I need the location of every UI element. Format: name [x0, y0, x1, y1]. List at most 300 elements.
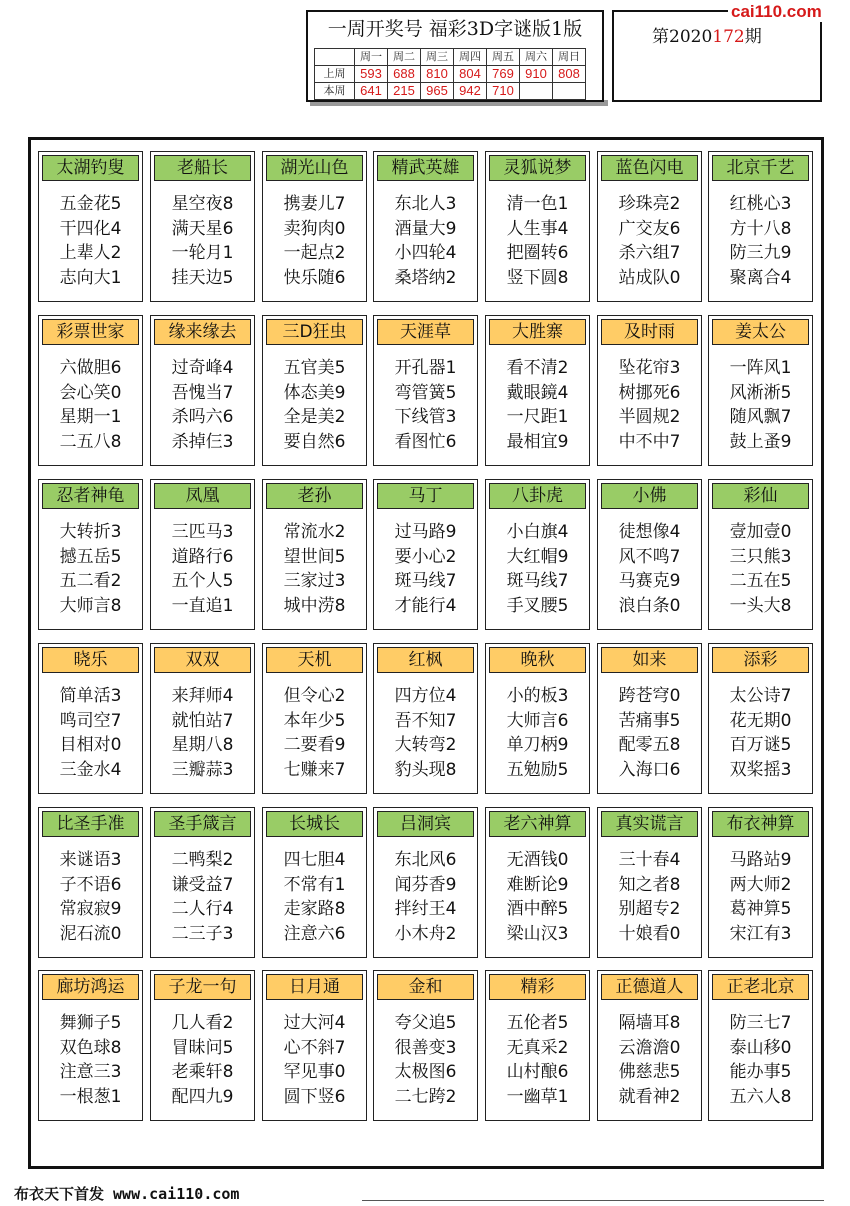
riddle-cell	[262, 643, 367, 794]
draw-number: 810	[421, 66, 454, 83]
riddle-line: 志向大1	[59, 267, 122, 288]
riddle-line: 广交友6	[618, 218, 681, 239]
riddle-line: 中不中7	[618, 431, 681, 452]
footer-credit: 布衣天下首发 www.cai110.com	[14, 1185, 240, 1203]
last-week-row	[315, 66, 586, 83]
author-name: 蓝色闪电	[601, 155, 698, 181]
author-name: 老船长	[154, 155, 251, 181]
riddle-line: 星期一1	[59, 407, 122, 427]
riddle-cell	[262, 315, 367, 466]
author-name: 双双	[154, 647, 251, 673]
riddle-cell	[708, 151, 813, 302]
riddle-line: 弯管簧5	[394, 382, 457, 403]
riddle-lines	[709, 1011, 812, 1109]
day-label: 周日	[553, 49, 586, 66]
author-name: 太湖钓叟	[42, 155, 139, 181]
riddle-line: 过马路9	[394, 522, 457, 542]
author-name: 老孙	[266, 483, 363, 509]
riddle-line: 二七跨2	[394, 1086, 457, 1107]
riddle-line: 东北人3	[394, 194, 457, 214]
riddle-lines	[709, 192, 812, 290]
riddle-lines	[709, 520, 812, 618]
riddle-line: 上辈人2	[59, 243, 122, 263]
draw-number: 593	[355, 66, 388, 83]
riddle-line: 五勉励5	[506, 759, 569, 780]
riddle-line: 卖狗肉0	[283, 218, 346, 239]
author-name: 精武英雄	[377, 155, 474, 181]
day-label: 周五	[487, 49, 520, 66]
day-label: 周四	[454, 49, 487, 66]
riddle-line: 苦痛事5	[618, 710, 681, 731]
riddle-line: 一头大8	[729, 595, 792, 616]
riddle-line: 但令心2	[283, 686, 346, 706]
riddle-line: 撼五岳5	[59, 546, 122, 567]
riddle-line: 二要看9	[283, 735, 346, 755]
riddle-line: 马赛克9	[618, 571, 681, 591]
riddle-line: 夸父追5	[394, 1013, 457, 1033]
riddle-cell	[150, 315, 255, 466]
riddle-line: 七赚来7	[283, 759, 346, 780]
riddle-line: 东北风6	[394, 850, 457, 870]
riddle-line: 来谜语3	[59, 850, 122, 870]
riddle-line: 城中涝8	[283, 595, 346, 616]
riddle-line: 五官美5	[283, 358, 346, 378]
riddle-line: 小的板3	[506, 686, 569, 706]
riddle-lines	[374, 520, 477, 618]
riddle-line: 徒想像4	[618, 522, 681, 542]
riddle-line: 二人行4	[171, 899, 234, 919]
author-name: 三D狂虫	[266, 319, 363, 345]
riddle-line: 走家路8	[283, 899, 346, 919]
riddle-line: 体态美9	[283, 382, 346, 403]
riddle-line: 坠花帘3	[618, 358, 681, 378]
riddle-line: 常寂寂9	[59, 899, 122, 919]
riddle-line: 注意六6	[283, 923, 346, 944]
riddle-cell	[708, 807, 813, 958]
riddle-line: 望世间5	[283, 546, 346, 567]
riddle-line: 携妻儿7	[283, 194, 346, 214]
riddle-line: 四七胆4	[283, 850, 346, 870]
draw-number: 808	[553, 66, 586, 83]
riddle-line: 不常有1	[283, 874, 346, 895]
riddle-lines	[374, 848, 477, 946]
riddle-line: 聚离合4	[729, 267, 792, 288]
riddle-line: 圆下竖6	[283, 1086, 346, 1107]
author-name: 老六神算	[489, 811, 586, 837]
riddle-line: 全是美2	[283, 407, 346, 427]
weekly-draw-panel	[306, 10, 604, 102]
riddle-line: 开孔器1	[394, 358, 457, 378]
riddle-line: 葛神算5	[729, 899, 792, 919]
riddle-line: 看图忙6	[394, 431, 457, 452]
author-name: 湖光山色	[266, 155, 363, 181]
riddle-cell	[485, 643, 590, 794]
riddle-lines	[39, 192, 142, 290]
riddle-line: 大转折3	[59, 522, 122, 542]
riddle-line: 大转弯2	[394, 735, 457, 755]
riddle-line: 知之者8	[618, 874, 681, 895]
riddle-cell	[150, 643, 255, 794]
riddle-line: 一幽草1	[506, 1086, 569, 1107]
author-name: 晓乐	[42, 647, 139, 673]
riddle-line: 大师言6	[506, 710, 569, 731]
draw-number: 710	[487, 83, 520, 100]
author-name: 天涯草	[377, 319, 474, 345]
author-name: 彩仙	[712, 483, 809, 509]
riddle-cell	[485, 151, 590, 302]
riddle-line: 二五在5	[729, 571, 792, 591]
riddle-line: 看不清2	[506, 358, 569, 378]
author-name: 北京千艺	[712, 155, 809, 181]
riddle-line: 方十八8	[729, 218, 792, 239]
author-name: 彩票世家	[42, 319, 139, 345]
author-name: 比圣手准	[42, 811, 139, 837]
day-label: 周二	[388, 49, 421, 66]
riddle-line: 就看神2	[618, 1086, 681, 1107]
riddle-line: 目相对0	[59, 735, 122, 755]
riddle-line: 竖下圆8	[506, 267, 569, 288]
riddle-line: 星空夜8	[171, 194, 234, 214]
draw-number	[520, 83, 553, 100]
author-name: 马丁	[377, 483, 474, 509]
riddle-line: 常流水2	[283, 522, 346, 542]
riddle-line: 二鸭梨2	[171, 850, 234, 870]
riddle-cell	[150, 807, 255, 958]
author-name: 忍者神龟	[42, 483, 139, 509]
riddle-lines	[486, 848, 589, 946]
riddle-line: 五伦者5	[506, 1013, 569, 1033]
riddle-line: 酒量大9	[394, 218, 457, 239]
riddle-line: 才能行4	[394, 595, 457, 616]
riddle-lines	[263, 1011, 366, 1109]
riddle-line: 老乘轩8	[171, 1062, 234, 1082]
riddle-line: 吾不知7	[394, 710, 457, 731]
riddle-line: 三瓣蒜3	[171, 759, 234, 780]
riddle-line: 单刀柄9	[506, 735, 569, 755]
day-label: 周六	[520, 49, 553, 66]
riddle-line: 桑塔纳2	[394, 267, 457, 288]
riddle-cell	[262, 479, 367, 630]
riddle-cell	[373, 643, 478, 794]
riddle-line: 人生事4	[506, 218, 569, 239]
author-name: 真实谎言	[601, 811, 698, 837]
riddle-lines	[486, 684, 589, 782]
author-name: 如来	[601, 647, 698, 673]
riddle-line: 谦受益7	[171, 874, 234, 895]
author-name: 廊坊鸿运	[42, 974, 139, 1000]
riddle-line: 一起点2	[283, 243, 346, 263]
riddle-line: 三金水4	[59, 759, 122, 780]
riddle-line: 太公诗7	[729, 686, 792, 706]
riddle-lines	[486, 520, 589, 618]
riddle-line: 下线管3	[394, 407, 457, 427]
riddle-line: 五个人5	[171, 571, 234, 591]
riddle-line: 三匹马3	[171, 522, 234, 542]
riddle-line: 满天星6	[171, 218, 234, 239]
riddle-line: 酒中醉5	[506, 899, 569, 919]
riddle-line: 一轮月1	[171, 243, 234, 263]
riddle-line: 把圈转6	[506, 243, 569, 263]
riddle-line: 隔墙耳8	[618, 1013, 681, 1033]
riddle-lines	[39, 1011, 142, 1109]
issue-suffix: 期	[744, 27, 762, 47]
riddle-lines	[374, 192, 477, 290]
riddle-lines	[151, 520, 254, 618]
riddle-cell	[262, 807, 367, 958]
riddle-line: 六做胆6	[59, 358, 122, 378]
author-name: 精彩	[489, 974, 586, 1000]
draw-number: 910	[520, 66, 553, 83]
riddle-line: 五二看2	[59, 571, 122, 591]
last-week-label: 上周	[315, 66, 355, 83]
author-name: 添彩	[712, 647, 809, 673]
riddle-lines	[39, 848, 142, 946]
riddle-line: 要小心2	[394, 546, 457, 567]
riddle-line: 泰山移0	[729, 1037, 792, 1058]
riddle-cell	[708, 479, 813, 630]
riddle-line: 宋江有3	[729, 923, 792, 944]
riddle-line: 无真采2	[506, 1037, 569, 1058]
riddle-line: 两大师2	[729, 874, 792, 895]
riddle-line: 五金花5	[59, 194, 122, 214]
riddle-line: 双桨摇3	[729, 759, 792, 780]
riddle-line: 手叉腰5	[506, 595, 569, 616]
riddle-cell	[597, 151, 702, 302]
riddle-cell	[262, 151, 367, 302]
riddle-line: 戴眼鏡4	[506, 382, 569, 403]
riddle-line: 斑马线7	[394, 571, 457, 591]
riddle-cell	[38, 970, 143, 1121]
author-name: 正德道人	[601, 974, 698, 1000]
author-name: 缘来缘去	[154, 319, 251, 345]
riddle-line: 三家过3	[283, 571, 346, 591]
riddle-lines	[39, 356, 142, 454]
riddle-line: 三只熊3	[729, 546, 792, 567]
riddle-lines	[151, 1011, 254, 1109]
riddle-line: 星期八8	[171, 735, 234, 755]
riddle-line: 随风飘7	[729, 407, 792, 427]
riddle-cell	[597, 970, 702, 1121]
riddle-line: 简单活3	[59, 686, 122, 706]
site-logo: cai110.com	[728, 2, 825, 22]
author-name: 灵狐说梦	[489, 155, 586, 181]
issue-prefix: 第2020	[652, 27, 713, 47]
draw-number: 965	[421, 83, 454, 100]
riddle-line: 难断论9	[506, 874, 569, 895]
author-name: 金和	[377, 974, 474, 1000]
riddle-line: 配四九9	[171, 1086, 234, 1107]
riddle-line: 心不斜7	[283, 1037, 346, 1058]
riddle-line: 小木舟2	[394, 923, 457, 944]
riddle-line: 来拜师4	[171, 686, 234, 706]
riddle-lines	[374, 684, 477, 782]
author-name: 子龙一句	[154, 974, 251, 1000]
riddle-line: 防三九9	[729, 243, 792, 263]
riddle-line: 能办事5	[729, 1062, 792, 1082]
riddle-line: 入海口6	[618, 759, 681, 780]
riddle-grid	[28, 137, 824, 1169]
riddle-line: 罕见事0	[283, 1062, 346, 1082]
riddle-line: 风淅淅5	[729, 382, 792, 403]
riddle-lines	[709, 684, 812, 782]
riddle-line: 马路站9	[729, 850, 792, 870]
riddle-line: 要自然6	[283, 431, 346, 452]
riddle-line: 杀六组7	[618, 243, 681, 263]
riddle-line: 过奇峰4	[171, 358, 234, 378]
riddle-cell	[38, 151, 143, 302]
riddle-line: 花无期0	[729, 710, 792, 731]
issue-panel	[612, 10, 822, 102]
draw-number	[553, 83, 586, 100]
riddle-cell	[38, 479, 143, 630]
riddle-line: 大师言8	[59, 595, 122, 616]
riddle-line: 就怕站7	[171, 710, 234, 731]
author-name: 姜太公	[712, 319, 809, 345]
riddle-lines	[39, 520, 142, 618]
riddle-cell	[708, 315, 813, 466]
riddle-lines	[598, 1011, 701, 1109]
riddle-line: 杀吗六6	[171, 407, 234, 427]
draw-number: 688	[388, 66, 421, 83]
riddle-cell	[373, 807, 478, 958]
riddle-line: 树挪死6	[618, 382, 681, 403]
day-label: 周一	[355, 49, 388, 66]
riddle-line: 清一色1	[506, 194, 569, 214]
riddle-line: 会心笑0	[59, 382, 122, 403]
riddle-line: 鸣司空7	[59, 710, 122, 731]
riddle-line: 站成队0	[618, 267, 681, 288]
riddle-lines	[263, 684, 366, 782]
riddle-line: 冒昧问5	[171, 1037, 234, 1058]
riddle-cell	[373, 479, 478, 630]
riddle-line: 二五八8	[59, 431, 122, 452]
riddle-lines	[598, 192, 701, 290]
riddle-line: 佛慈悲5	[618, 1062, 681, 1082]
riddle-lines	[263, 848, 366, 946]
riddle-line: 子不语6	[59, 874, 122, 895]
riddle-line: 一直追1	[171, 595, 234, 616]
riddle-line: 几人看2	[171, 1013, 234, 1033]
riddle-line: 三十春4	[618, 850, 681, 870]
author-name: 天机	[266, 647, 363, 673]
riddle-line: 防三七7	[729, 1013, 792, 1033]
riddle-line: 注意三3	[59, 1062, 122, 1082]
riddle-line: 无酒钱0	[506, 850, 569, 870]
riddle-line: 很善变3	[394, 1037, 457, 1058]
riddle-line: 山村酿6	[506, 1062, 569, 1082]
day-header-row	[315, 49, 586, 66]
author-name: 八卦虎	[489, 483, 586, 509]
riddle-lines	[374, 1011, 477, 1109]
author-name: 小佛	[601, 483, 698, 509]
riddle-line: 十娘看0	[618, 923, 681, 944]
riddle-line: 小四轮4	[394, 243, 457, 263]
riddle-line: 风不鸣7	[618, 546, 681, 567]
riddle-cell	[485, 970, 590, 1121]
riddle-line: 过大河4	[283, 1013, 346, 1033]
riddle-cell	[150, 970, 255, 1121]
riddle-line: 半圆规2	[618, 407, 681, 427]
riddle-cell	[150, 479, 255, 630]
riddle-line: 珍珠亮2	[618, 194, 681, 214]
this-week-label: 本周	[315, 83, 355, 100]
riddle-lines	[709, 848, 812, 946]
riddle-line: 舞狮子5	[59, 1013, 122, 1033]
riddle-line: 别超专2	[618, 899, 681, 919]
riddle-cell	[708, 643, 813, 794]
riddle-line: 一根葱1	[59, 1086, 122, 1107]
author-name: 圣手箴言	[154, 811, 251, 837]
author-name: 布衣神算	[712, 811, 809, 837]
riddle-line: 太极图6	[394, 1062, 457, 1082]
riddle-lines	[151, 356, 254, 454]
day-label: 周三	[421, 49, 454, 66]
draw-number: 804	[454, 66, 487, 83]
riddle-lines	[486, 356, 589, 454]
riddle-line: 跨苍穹0	[618, 686, 681, 706]
riddle-line: 配零五8	[618, 735, 681, 755]
riddle-line: 拌纣王4	[394, 899, 457, 919]
riddle-line: 道路行6	[171, 546, 234, 567]
riddle-lines	[151, 848, 254, 946]
riddle-cell	[373, 970, 478, 1121]
author-name: 及时雨	[601, 319, 698, 345]
author-name: 长城长	[266, 811, 363, 837]
riddle-cell	[597, 643, 702, 794]
riddle-line: 杀掉仨3	[171, 431, 234, 452]
panel-title: 一周开奖号 福彩3D字谜版1版	[327, 18, 583, 40]
riddle-line: 闻芬香9	[394, 874, 457, 895]
riddle-line: 双色球8	[59, 1037, 122, 1058]
this-week-row	[315, 83, 586, 100]
riddle-lines	[263, 192, 366, 290]
riddle-lines	[598, 684, 701, 782]
riddle-lines	[486, 1011, 589, 1109]
draw-number: 641	[355, 83, 388, 100]
riddle-line: 一阵风1	[729, 358, 792, 378]
footer-rule	[362, 1200, 824, 1201]
riddle-lines	[263, 356, 366, 454]
draw-number: 769	[487, 66, 520, 83]
riddle-line: 云澹澹0	[618, 1037, 681, 1058]
riddle-cell	[150, 151, 255, 302]
riddle-line: 四方位4	[394, 686, 457, 706]
riddle-line: 小白旗4	[506, 522, 569, 542]
riddle-line: 壹加壹0	[729, 522, 792, 542]
riddle-cell	[373, 315, 478, 466]
riddle-lines	[709, 356, 812, 454]
riddle-line: 吾愧当7	[171, 382, 234, 403]
riddle-lines	[263, 520, 366, 618]
riddle-lines	[151, 192, 254, 290]
riddle-cell	[485, 315, 590, 466]
draw-number: 215	[388, 83, 421, 100]
author-name: 晚秋	[489, 647, 586, 673]
riddle-line: 百万谜5	[729, 735, 792, 755]
author-name: 正老北京	[712, 974, 809, 1000]
riddle-lines	[374, 356, 477, 454]
riddle-cell	[373, 151, 478, 302]
author-name: 大胜寨	[489, 319, 586, 345]
riddle-lines	[598, 356, 701, 454]
author-name: 凤凰	[154, 483, 251, 509]
riddle-line: 红桃心3	[729, 194, 792, 214]
riddle-cell	[38, 807, 143, 958]
author-name: 吕洞宾	[377, 811, 474, 837]
riddle-cell	[708, 970, 813, 1121]
riddle-line: 本年少5	[283, 710, 346, 731]
riddle-line: 一尺距1	[506, 407, 569, 427]
